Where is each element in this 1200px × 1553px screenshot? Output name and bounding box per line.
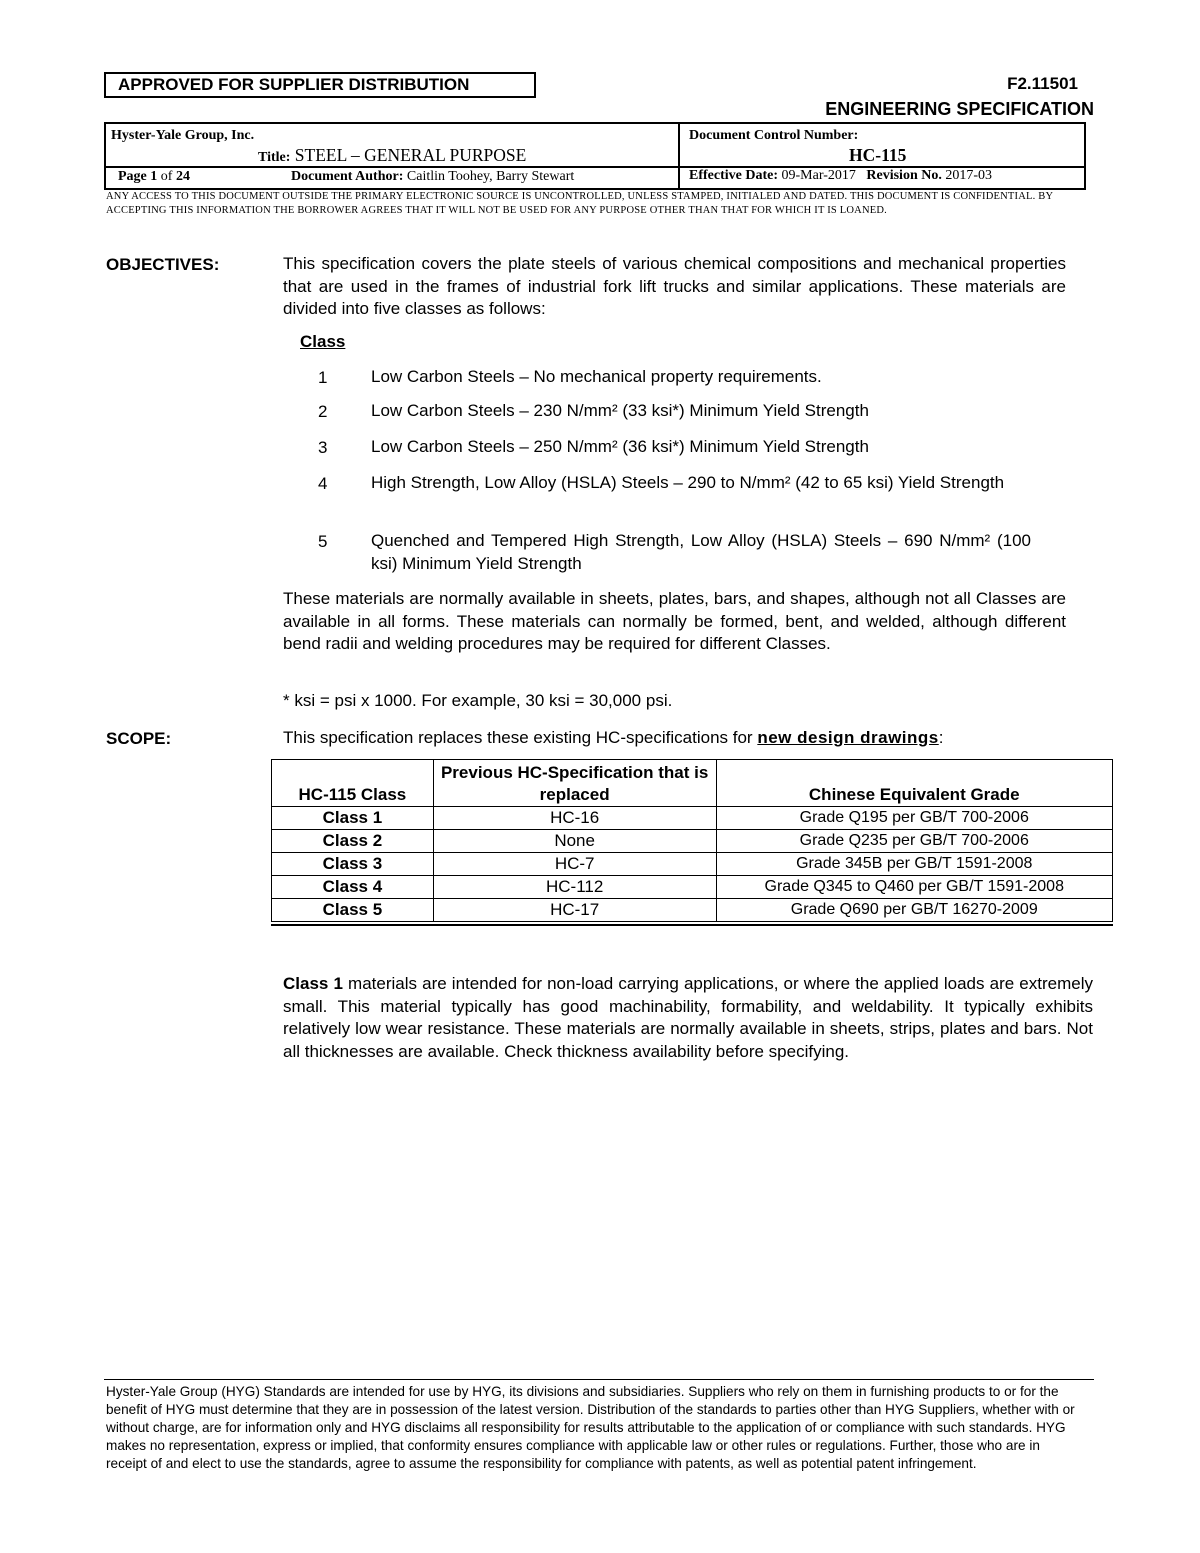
class-number: 2	[318, 402, 328, 421]
new-design-drawings-emphasis: new design drawings	[757, 728, 939, 747]
class-number: 1	[318, 368, 328, 387]
doc-control-label: Document Control Number:	[689, 128, 859, 143]
class1-text: materials are intended for non-load carrying applications, or where the applied loads are extremely small. This material typically has good machinability, formability, and weldability. It typically exhibits relatively low wear resistance. These materials are normally available in sheets, strips, plates and bars. Not all thicknesses are available. Check thickness availability before specifying.	[283, 974, 1093, 1061]
footer-disclaimer: Hyster-Yale Group (HYG) Standards are intended for use by HYG, its divisions and subsidiaries. Suppliers who rely on them in furnishing products to or for the benefit of HYG must determine that they are in possession of the latest version. Distribution of the standards to parties other than HYG Suppliers, whether with or without charge, are for information only and HYG disclaims all responsibility for results attributable to the application of or compliance with such standards. HYG makes no representation, express or implied, that conformity ensures compliance with applicable law or other rules or regulations. Further, those who are in receipt of and elect to use the standards, agree to assume the responsibility for compliance with patents, as well as potential patent infringement.	[106, 1384, 1075, 1471]
table-row	[272, 853, 1113, 876]
previous-spec-cell: HC-112	[433, 876, 716, 899]
table-row	[272, 830, 1113, 853]
author-label: Document Author:	[291, 169, 404, 184]
previous-spec-cell: HC-17	[433, 899, 716, 922]
approved-distribution-box	[104, 72, 536, 98]
class-cell: Class 3	[272, 853, 434, 876]
column-header: Chinese Equivalent Grade	[716, 760, 1113, 807]
class-description: Low Carbon Steels – 250 N/mm² (36 ksi*) Minimum Yield Strength	[371, 437, 869, 456]
footer-divider	[104, 1379, 1094, 1380]
class-heading: Class	[300, 332, 346, 351]
scope-label: SCOPE:	[106, 729, 172, 748]
document-author	[291, 169, 574, 185]
objectives-intro: This specification covers the plate steels of various chemical compositions and mechanical properties that are used in the frames of industrial fork lift trucks and similar applications. These materials are divided into five classes as follows:	[283, 254, 1066, 318]
author-value: Caitlin Toohey, Barry Stewart	[406, 169, 575, 184]
class-cell: Class 5	[272, 899, 434, 922]
title-label: Title:	[258, 150, 291, 165]
table-header-row	[272, 760, 1113, 807]
specification-type: ENGINEERING SPECIFICATION	[825, 99, 1094, 119]
table-bottom-rule	[271, 924, 1113, 926]
previous-spec-cell: None	[433, 830, 716, 853]
previous-spec-cell: HC-7	[433, 853, 716, 876]
chinese-grade-cell: Grade Q235 per GB/T 700-2006	[716, 830, 1113, 853]
class-description: High Strength, Low Alloy (HSLA) Steels – 290 to N/mm² (42 to 65 ksi) Yield Strength	[371, 473, 1005, 492]
table-row	[272, 876, 1113, 899]
page-indicator: Page 1 of 24	[118, 169, 190, 184]
previous-spec-cell: HC-16	[433, 807, 716, 830]
revision-label: Revision No.	[866, 168, 942, 183]
class1-description	[283, 973, 1093, 1063]
objectives-label: OBJECTIVES:	[106, 255, 220, 274]
table-row	[272, 807, 1113, 830]
chinese-grade-cell: Grade Q195 per GB/T 700-2006	[716, 807, 1113, 830]
chinese-grade-cell: Grade Q690 per GB/T 16270-2009	[716, 899, 1113, 922]
chinese-grade-cell: Grade Q345 to Q460 per GB/T 1591-2008	[716, 876, 1113, 899]
table-row	[272, 899, 1113, 922]
title-value: STEEL – GENERAL PURPOSE	[294, 145, 527, 165]
company-name: Hyster-Yale Group, Inc.	[111, 128, 255, 143]
document-title	[258, 145, 526, 166]
effective-date	[689, 168, 992, 184]
column-header: Previous HC-Specification that is replaced	[433, 760, 716, 807]
effective-date-value: 09-Mar-2017	[781, 168, 856, 183]
confidentiality-notice: ANY ACCESS TO THIS DOCUMENT OUTSIDE THE PRIMARY ELECTRONIC SOURCE IS UNCONTROLLED, UNLESS STAMPED, INITIALED AND DATED. THIS DOCUMENT IS CONFIDENTIAL. BY ACCEPTING THIS INFORMATION THE BORROWER AGREES THAT IT WILL NOT BE USED FOR ANY PURPOSE OTHER THAN THAT FOR WHICH IT IS LOANED.	[106, 191, 1053, 216]
document-number: F2.11501	[1007, 74, 1078, 93]
class-cell: Class 4	[272, 876, 434, 899]
class-cell: Class 2	[272, 830, 434, 853]
document-control-block	[104, 122, 1086, 190]
class-description: Low Carbon Steels – No mechanical property requirements.	[371, 367, 822, 386]
ksi-footnote: * ksi = psi x 1000. For example, 30 ksi = 30,000 psi.	[283, 691, 673, 710]
approved-label: APPROVED FOR SUPPLIER DISTRIBUTION	[118, 75, 470, 94]
replacement-spec-table	[271, 759, 1113, 922]
class-number: 5	[318, 532, 328, 551]
control-divider-vertical	[678, 124, 680, 188]
effective-date-label: Effective Date:	[689, 168, 779, 183]
class-number: 4	[318, 474, 328, 493]
class-number: 3	[318, 438, 328, 457]
class-description: Low Carbon Steels – 230 N/mm² (33 ksi*) Minimum Yield Strength	[371, 401, 869, 420]
revision-value: 2017-03	[945, 168, 993, 183]
class-description: Quenched and Tempered High Strength, Low Alloy (HSLA) Steels – 690 N/mm² (100 ksi) Minimum Yield Strength	[371, 531, 1031, 573]
chinese-grade-cell: Grade 345B per GB/T 1591-2008	[716, 853, 1113, 876]
column-header: HC-115 Class	[272, 760, 434, 807]
availability-paragraph: These materials are normally available in sheets, plates, bars, and shapes, although not all Classes are available in all forms. These materials can normally be formed, bent, and welded, although different bend radii and welding procedures may be required for different Classes.	[283, 589, 1066, 653]
class1-label: Class 1	[283, 974, 343, 993]
class-cell: Class 1	[272, 807, 434, 830]
scope-statement: This specification replaces these existing HC-specifications for new design drawings:	[283, 728, 944, 747]
doc-control-number: HC-115	[849, 145, 907, 165]
